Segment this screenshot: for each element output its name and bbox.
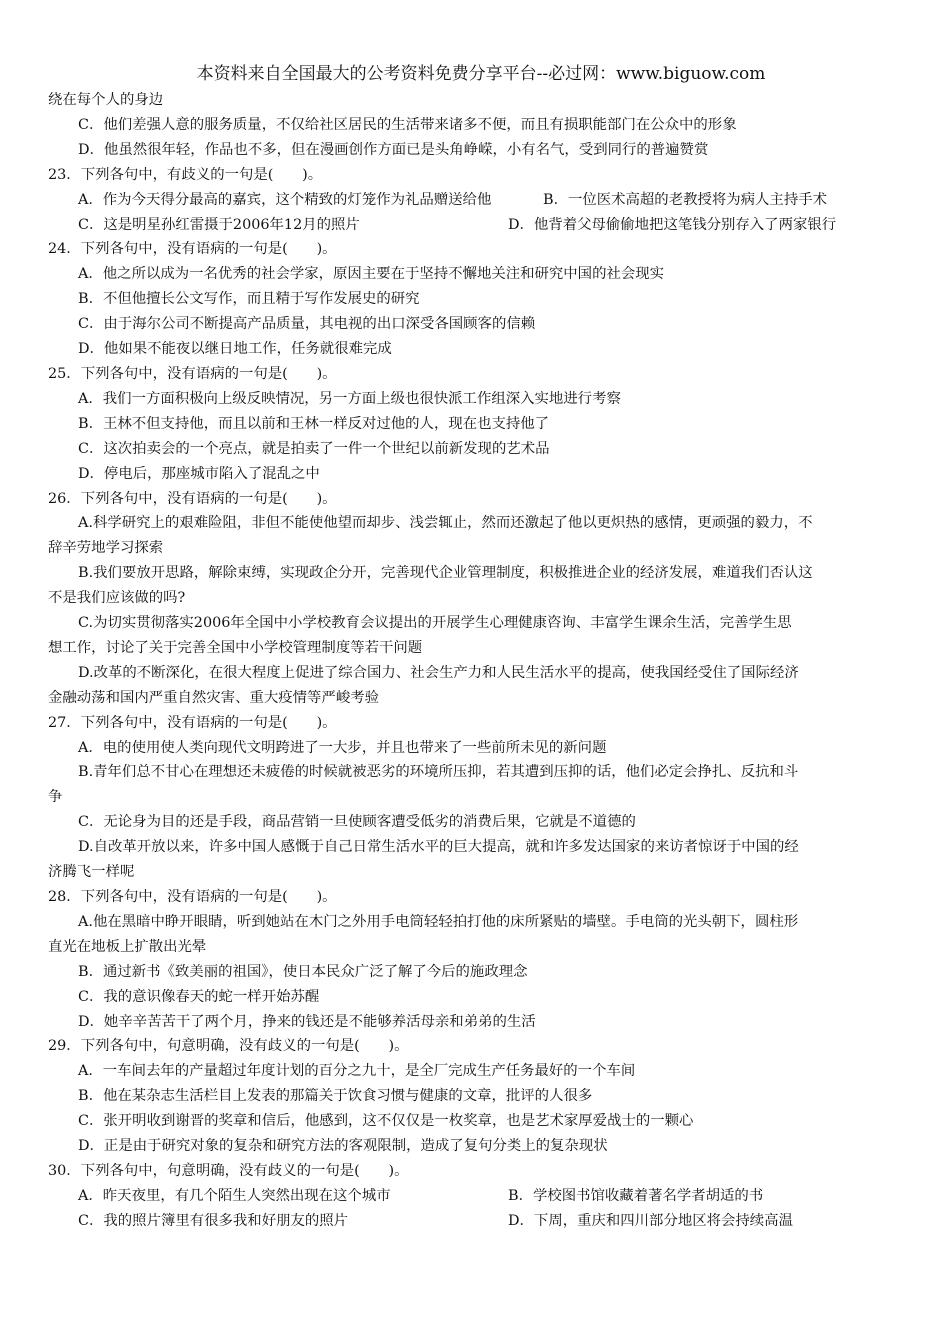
option-a-continued: 直光在地板上扩散出光晕 [48,938,207,955]
option-d: D.自改革开放以来，许多中国人感慨于自己日常生活水平的巨大提高，就和许多发达国家的来访者惊讶于中国的经 [78,839,799,856]
question-28: 28．下列各句中，没有语病的一句是( )。 [48,889,337,905]
question-29: 29．下列各句中，句意明确，没有歧义的一句是( )。 [48,1038,409,1055]
options-row [48,188,908,213]
text-line: 绕在每个人的身边 [48,92,164,108]
option-d: D.改革的不断深化，在很大程度上促进了综合国力、社会生产力和人民生活水平的提高，使我国经受住了国际经济 [78,664,799,681]
option-c: C．这是明星孙红雷摄于2006年12月的照片 [78,216,360,233]
option-c: C．他们差强人意的服务质量，不仅给社区居民的生活带来诸多不便，而且有损职能部门在公众中的形象 [78,116,737,133]
option-d: D．他背着父母偷偷地把这笔钱分别存入了两家银行 [508,216,837,233]
option-b: B．王林不但支持他，而且以前和王林一样反对过他的人，现在也支持他了 [78,415,550,432]
option-a: A．电的使用使人类向现代文明跨进了一大步，并且也带来了一些前所未见的新问题 [78,739,607,756]
document-page [48,62,908,1234]
option-c: C．我的意识像春天的蛇一样开始苏醒 [78,988,320,1005]
option-a: A.科学研究上的艰难险阻，非但不能使他望而却步、浅尝辄止，然而还激起了他以更炽热的感情，更顽强的毅力，不 [78,515,813,532]
option-d: D．下周，重庆和四川部分地区将会持续高温 [508,1212,793,1229]
option-d: D．停电后，那座城市陷入了混乱之中 [78,465,320,482]
option-a: A．作为今天得分最高的嘉宾，这个精致的灯笼作为礼品赠送给他 [78,191,492,208]
option-c: C．由于海尔公司不断提高产品质量，其电视的出口深受各国顾客的信赖 [78,316,536,333]
option-a: A.他在黑暗中睁开眼睛，听到她站在木门之外用手电筒轻轻拍打他的床所紧贴的墙壁。手电筒的光头朝下，圆柱形 [78,913,799,930]
option-b: B．他在某杂志生活栏目上发表的那篇关于饮食习惯与健康的文章，批评的人很多 [78,1088,593,1105]
options-row [48,213,908,238]
option-a: A．一车间去年的产量超过年度计划的百分之九十，是全厂完成生产任务最好的一个车间 [78,1063,636,1080]
option-b: B．不但他擅长公文写作，而且精于写作发展史的研究 [78,291,420,308]
option-b-continued: 不是我们应该做的吗? [48,590,186,607]
option-c-continued: 想工作，讨论了关于完善全国中小学校管理制度等若干问题 [48,639,423,656]
option-c: C．这次拍卖会的一个亮点，就是拍卖了一件一个世纪以前新发现的艺术品 [78,440,550,457]
option-d-continued: 济腾飞一样呢 [48,864,135,881]
options-row [48,1209,908,1234]
question-26: 26．下列各句中，没有语病的一句是( )。 [48,490,337,507]
option-a: A．他之所以成为一名优秀的社会学家，原因主要在于坚持不懈地关注和研究中国的社会现实 [78,266,665,283]
options-row [48,1184,908,1209]
question-23: 23．下列各句中，有歧义的一句是( )。 [48,166,323,183]
option-b: B.青年们总不甘心在理想还未疲倦的时候就被恶劣的环境所压抑，若其遭到压抑的话，他们必定会挣扎、反抗和斗 [78,764,799,781]
question-25: 25．下列各句中，没有语病的一句是( )。 [48,365,337,382]
option-a: A．昨天夜里，有几个陌生人突然出现在这个城市 [78,1187,391,1204]
option-d: D．他虽然很年轻，作品也不多，但在漫画创作方面已是头角峥嵘，小有名气，受到同行的普遍赞赏 [78,141,709,158]
option-c: C．无论身为目的还是手段，商品营销一旦使顾客遭受低劣的消费后果，它就是不道德的 [78,814,636,831]
option-a-continued: 辞辛劳地学习探索 [48,540,164,557]
option-d: D．正是由于研究对象的复杂和研究方法的客观限制，造成了复句分类上的复杂现状 [78,1138,608,1155]
option-c: C．我的照片簿里有很多我和好朋友的照片 [78,1212,349,1229]
option-d-continued: 金融动荡和国内严重自然灾害、重大疫情等严峻考验 [48,689,379,706]
option-b-continued: 争 [48,789,63,806]
option-b: B．一位医术高超的老教授将为病人主持手术 [543,191,827,208]
option-a: A．我们一方面积极向上级反映情况，另一方面上级也很快派工作组深入实地进行考察 [78,390,621,407]
page-header: 本资料来自全国最大的公考资料免费分享平台--必过网：www.biguow.com [196,64,766,84]
question-30: 30．下列各句中，句意明确，没有歧义的一句是( )。 [48,1162,409,1179]
option-b: B．通过新书《致美丽的祖国》，使日本民众广泛了解了今后的施政理念 [78,963,528,980]
option-c: C．张开明收到谢晋的奖章和信后，他感到，这不仅仅是一枚奖章，也是艺术家厚爱战士的一颗心 [78,1113,694,1130]
option-d: D．他如果不能夜以继日地工作，任务就很难完成 [78,341,392,358]
option-c: C.为切实贯彻落实2006年全国中小学校教育会议提出的开展学生心理健康咨询、丰富学生课余生活，完善学生思 [78,615,792,632]
option-b: B．学校图书馆收藏着著名学者胡适的书 [508,1187,764,1204]
question-24: 24．下列各句中，没有语病的一句是( )。 [48,241,337,258]
option-d: D．她辛辛苦苦干了两个月，挣来的钱还是不能够养活母亲和弟弟的生活 [78,1013,536,1030]
question-27: 27．下列各句中，没有语病的一句是( )。 [48,714,337,731]
option-b: B.我们要放开思路，解除束缚，实现政企分开，完善现代企业管理制度，积极推进企业的经济发展，难道我们否认这 [78,565,813,582]
